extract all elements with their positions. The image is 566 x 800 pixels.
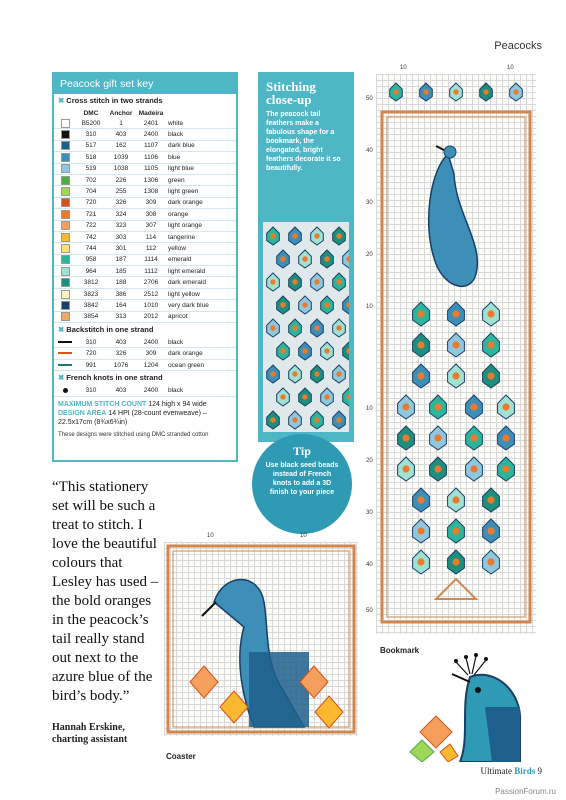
key-dmc: 3823	[76, 288, 106, 299]
key-anchor: 1038	[106, 163, 136, 174]
feather-eye	[302, 394, 307, 399]
feather-eye	[280, 256, 285, 261]
key-name: light blue	[166, 163, 236, 174]
swatch-icon	[61, 244, 70, 253]
thread-note: These designs were stitched using DMC stranded cotton	[58, 431, 209, 438]
feather-eye	[417, 341, 424, 348]
feather-eye	[292, 417, 297, 422]
flower-petal	[190, 666, 218, 698]
feather-eye	[417, 496, 424, 503]
key-name: emerald	[166, 254, 236, 265]
key-anchor: 164	[106, 300, 136, 311]
feather-eye	[470, 434, 477, 441]
key-madeira: 307	[136, 220, 166, 231]
key-madeira: 112	[136, 243, 166, 254]
key-anchor: 313	[106, 311, 136, 322]
key-dmc: 310	[76, 129, 106, 140]
key-anchor: 324	[106, 209, 136, 220]
key-dmc: 517	[76, 140, 106, 151]
bookmark-tick-40-lower: 40	[366, 562, 373, 568]
swatch-icon	[61, 119, 70, 128]
feather-eye	[452, 310, 459, 317]
swatch-icon	[61, 233, 70, 242]
feather-eye	[487, 310, 494, 317]
feather-eye	[280, 348, 285, 353]
key-anchor: 403	[106, 385, 136, 396]
key-name: ocean green	[166, 359, 236, 370]
quote-text: “This stationery set will be such a treat to stitch. I love the beautiful colours that Lesley has used – the bold oranges in the peacock’s tail really stand out next to the azure blue of the bird’s body.”	[52, 479, 159, 704]
feather-eye	[270, 279, 275, 284]
key-box	[52, 72, 238, 462]
cross-stitch-heading: ✖ Cross stitch in two strands	[58, 96, 163, 105]
feather-eye	[270, 233, 275, 238]
key-madeira: 1010	[136, 300, 166, 311]
closeup-photo	[263, 222, 349, 432]
feather-eye	[452, 341, 459, 348]
swatch-icon	[61, 255, 70, 264]
key-dmc: 519	[76, 163, 106, 174]
cross-icon: ✖	[58, 96, 65, 105]
feather-eye	[487, 341, 494, 348]
key-madeira: 1106	[136, 152, 166, 163]
feather-eye	[452, 558, 459, 565]
key-row	[54, 140, 236, 151]
feather-eye	[502, 434, 509, 441]
feather-eye	[423, 89, 428, 94]
backstitch-table	[54, 337, 236, 371]
feather-eye	[393, 89, 398, 94]
key-anchor: 1	[106, 118, 136, 129]
key-name: dark orange	[166, 348, 236, 359]
key-name: apricot	[166, 311, 236, 322]
key-anchor: 326	[106, 348, 136, 359]
key-dmc: 3842	[76, 300, 106, 311]
swatch-icon	[61, 130, 70, 139]
key-row	[54, 254, 236, 265]
feather-eye	[270, 371, 275, 376]
key-dmc: 720	[76, 348, 106, 359]
feather-eye	[453, 89, 458, 94]
feather-eye	[487, 558, 494, 565]
feather-eye	[314, 233, 319, 238]
key-madeira: 1308	[136, 186, 166, 197]
key-anchor: 187	[106, 254, 136, 265]
feather-eye	[417, 558, 424, 565]
stitching-closeup-box	[258, 72, 354, 442]
key-dmc: 721	[76, 209, 106, 220]
feather-eye	[292, 371, 297, 376]
watermark: PassionForum.ru	[495, 787, 556, 796]
key-madeira: 1105	[136, 163, 166, 174]
feather-eye	[314, 371, 319, 376]
feather-eye	[336, 417, 341, 422]
cross-icon: ✖	[58, 325, 65, 335]
footer-brand: Birds	[514, 766, 536, 776]
key-row	[54, 197, 236, 208]
page-number: 9	[537, 766, 542, 776]
swatch-icon	[61, 164, 70, 173]
footer-mag: Ultimate	[480, 766, 512, 776]
tip-bubble	[252, 434, 352, 534]
quote-role: charting assistant	[52, 734, 128, 745]
key-madeira: 2400	[136, 129, 166, 140]
feather-eye	[513, 89, 518, 94]
feather-eye	[487, 372, 494, 379]
feather-eye	[417, 310, 424, 317]
key-anchor: 326	[106, 197, 136, 208]
feather-eye	[434, 465, 441, 472]
key-name: white	[166, 118, 236, 129]
coaster-tick-top-10b: 10	[300, 533, 307, 539]
bookmark-artwork	[376, 74, 536, 634]
feather-eye	[470, 403, 477, 410]
french-knot-table	[54, 385, 236, 396]
swatch-icon	[61, 176, 70, 185]
page-footer	[480, 766, 542, 776]
feather-eye	[483, 89, 488, 94]
swatch-icon	[61, 153, 70, 162]
key-madeira: 2512	[136, 288, 166, 299]
key-dmc: 964	[76, 266, 106, 277]
key-name: tangerine	[166, 231, 236, 242]
key-row	[54, 300, 236, 311]
bookmark-tick-10: 10	[366, 304, 373, 310]
bookmark-tick-50-lower: 50	[366, 608, 373, 614]
key-madeira: 2706	[136, 277, 166, 288]
feather-eye	[402, 434, 409, 441]
key-madeira: 1112	[136, 266, 166, 277]
key-name: light emerald	[166, 266, 236, 277]
max-value: 124 high x 94 wide	[148, 400, 207, 408]
key-anchor: 323	[106, 220, 136, 231]
key-row	[54, 385, 236, 396]
key-anchor: 386	[106, 288, 136, 299]
key-dmc: 3812	[76, 277, 106, 288]
key-row	[54, 163, 236, 174]
key-dmc: 310	[76, 337, 106, 348]
key-row	[54, 337, 236, 348]
feather-eye	[324, 302, 329, 307]
feather-eye	[292, 325, 297, 330]
bookmark-tick-top-10: 10	[400, 65, 407, 71]
key-anchor: 303	[106, 231, 136, 242]
key-dmc: 722	[76, 220, 106, 231]
backstitch-line-icon	[58, 364, 72, 366]
key-madeira: 2400	[136, 385, 166, 396]
feather-eye	[336, 279, 341, 284]
key-anchor: 403	[106, 337, 136, 348]
key-madeira: 309	[136, 348, 166, 359]
key-row	[54, 174, 236, 185]
key-dmc: 702	[76, 174, 106, 185]
key-row	[54, 152, 236, 163]
key-dmc: 991	[76, 359, 106, 370]
swatch-icon	[61, 187, 70, 196]
feather-eye	[292, 279, 297, 284]
area-label: DESIGN AREA	[58, 409, 107, 417]
feather-eye	[314, 417, 319, 422]
swatch-icon	[61, 141, 70, 150]
backstitch-line-icon	[58, 341, 72, 343]
feather-eye	[314, 279, 319, 284]
backstitch-line-icon	[58, 352, 72, 354]
peacock-preview-illustration	[400, 652, 530, 762]
key-dmc: 704	[76, 186, 106, 197]
key-row	[54, 359, 236, 370]
key-name: light yellow	[166, 288, 236, 299]
key-row	[54, 129, 236, 140]
feather-eye	[302, 348, 307, 353]
swatch-icon	[61, 301, 70, 310]
swatch-icon	[61, 198, 70, 207]
bookmark-chart	[376, 74, 536, 634]
flower-petal	[315, 696, 343, 728]
key-anchor: 188	[106, 277, 136, 288]
key-anchor: 1039	[106, 152, 136, 163]
key-madeira: 1306	[136, 174, 166, 185]
feather-eye	[336, 325, 341, 330]
key-madeira: 308	[136, 209, 166, 220]
pull-quote	[52, 478, 164, 706]
feather-eye	[502, 465, 509, 472]
feather-eye	[270, 325, 275, 330]
key-anchor: 301	[106, 243, 136, 254]
feather-eye	[336, 371, 341, 376]
bookmark-tick-50: 50	[366, 96, 373, 102]
bookmark-tick-30-lower: 30	[366, 510, 373, 516]
key-name: black	[166, 337, 236, 348]
quote-attribution	[52, 722, 127, 746]
feather-eye	[314, 325, 319, 330]
key-anchor: 255	[106, 186, 136, 197]
cross-stitch-table	[54, 108, 236, 323]
key-row	[54, 186, 236, 197]
col-anchor: Anchor	[109, 109, 133, 117]
col-madeira: Madeira	[138, 109, 164, 117]
feather-eye	[417, 372, 424, 379]
key-anchor: 1076	[106, 359, 136, 370]
feather-eye	[324, 348, 329, 353]
quote-author: Hannah Erskine,	[52, 722, 125, 733]
key-row	[54, 220, 236, 231]
feather-eye	[452, 496, 459, 503]
feather-eye	[487, 527, 494, 534]
feather-eye	[302, 302, 307, 307]
cross-icon: ✖	[58, 373, 65, 383]
key-dmc: 720	[76, 197, 106, 208]
key-madeira: 2401	[136, 118, 166, 129]
tip-title: Tip	[293, 444, 311, 458]
feather-eye	[417, 527, 424, 534]
key-madeira: 1114	[136, 254, 166, 265]
swatch-icon	[61, 210, 70, 219]
section-title: Peacocks	[494, 40, 542, 52]
key-name: black	[166, 129, 236, 140]
key-name: orange	[166, 209, 236, 220]
key-name: black	[166, 385, 236, 396]
key-dmc: 310	[76, 385, 106, 396]
tip-text: Use black seed beads instead of French knots to add a 3D finish to your piece	[265, 462, 339, 496]
key-name: light green	[166, 186, 236, 197]
key-row	[54, 311, 236, 322]
swatch-icon	[61, 290, 70, 299]
key-name: dark emerald	[166, 277, 236, 288]
bookmark-tick-10-lower: 10	[366, 406, 373, 412]
feather-eye	[324, 256, 329, 261]
max-label: MAXIMUM STITCH COUNT	[58, 400, 147, 408]
key-anchor: 226	[106, 174, 136, 185]
bookmark-tick-20: 20	[366, 252, 373, 258]
key-row	[54, 209, 236, 220]
feather-eye	[302, 256, 307, 261]
key-madeira: 309	[136, 197, 166, 208]
key-dmc: 744	[76, 243, 106, 254]
bookmark-tick-top-10b: 10	[507, 65, 514, 71]
french-knot-heading: ✖ French knots in one strand	[58, 373, 163, 383]
swatch-icon	[61, 278, 70, 287]
swatch-icon	[61, 221, 70, 230]
stitching-text: The peacock tail feathers make a fabulous shape for a bookmark, the elongated, bright feathers decorate it so beautifully.	[266, 111, 341, 172]
bookmark-tick-40: 40	[366, 148, 373, 154]
key-row	[54, 231, 236, 242]
key-row	[54, 118, 236, 129]
feather-eye	[470, 465, 477, 472]
feather-eye	[434, 403, 441, 410]
key-madeira: 114	[136, 231, 166, 242]
feather-eye	[292, 233, 297, 238]
coaster-tick-top-10: 10	[207, 533, 214, 539]
key-title: Peacock gift set key	[54, 74, 236, 94]
swatch-icon	[61, 267, 70, 276]
bookmark-tick-30: 30	[366, 200, 373, 206]
stitch-info	[54, 397, 236, 430]
coaster-artwork	[164, 542, 358, 736]
coaster-chart	[164, 542, 358, 736]
bookmark-label: Bookmark	[380, 646, 420, 655]
coaster-label: Coaster	[166, 752, 196, 761]
feather-eye	[402, 403, 409, 410]
key-row	[54, 266, 236, 277]
key-name: dark orange	[166, 197, 236, 208]
feather-eye	[280, 302, 285, 307]
feather-eye	[434, 434, 441, 441]
key-name: green	[166, 174, 236, 185]
feather-eye	[452, 372, 459, 379]
key-dmc: 518	[76, 152, 106, 163]
key-row	[54, 348, 236, 359]
key-name: yellow	[166, 243, 236, 254]
feather-eye	[502, 403, 509, 410]
key-row	[54, 243, 236, 254]
feather-eye	[487, 496, 494, 503]
key-dmc: 742	[76, 231, 106, 242]
stitching-title: Stitching close-up	[266, 79, 316, 107]
key-dmc: B5200	[76, 118, 106, 129]
area-value: 14 HPI (28-count evenweave) – 22.5x17cm (8¾x6¾in)	[58, 409, 207, 426]
feather-eye	[280, 394, 285, 399]
feather-eye	[452, 527, 459, 534]
key-row	[54, 277, 236, 288]
key-anchor: 403	[106, 129, 136, 140]
key-madeira: 1204	[136, 359, 166, 370]
col-dmc: DMC	[83, 109, 99, 117]
swatch-icon	[61, 312, 70, 321]
french-knot-icon	[63, 388, 68, 393]
key-anchor: 162	[106, 140, 136, 151]
feather-eye	[402, 465, 409, 472]
key-dmc: 958	[76, 254, 106, 265]
feather-eye	[336, 233, 341, 238]
backstitch-heading: ✖ Backstitch in one strand	[58, 325, 154, 335]
key-row	[54, 288, 236, 299]
key-name: dark blue	[166, 140, 236, 151]
key-madeira: 2012	[136, 311, 166, 322]
key-madeira: 2400	[136, 337, 166, 348]
bookmark-tick-20-lower: 20	[366, 458, 373, 464]
feather-eye	[270, 417, 275, 422]
key-name: very dark blue	[166, 300, 236, 311]
key-dmc: 3854	[76, 311, 106, 322]
feather-eye	[324, 394, 329, 399]
key-madeira: 1107	[136, 140, 166, 151]
key-name: light orange	[166, 220, 236, 231]
key-anchor: 185	[106, 266, 136, 277]
key-name: blue	[166, 152, 236, 163]
